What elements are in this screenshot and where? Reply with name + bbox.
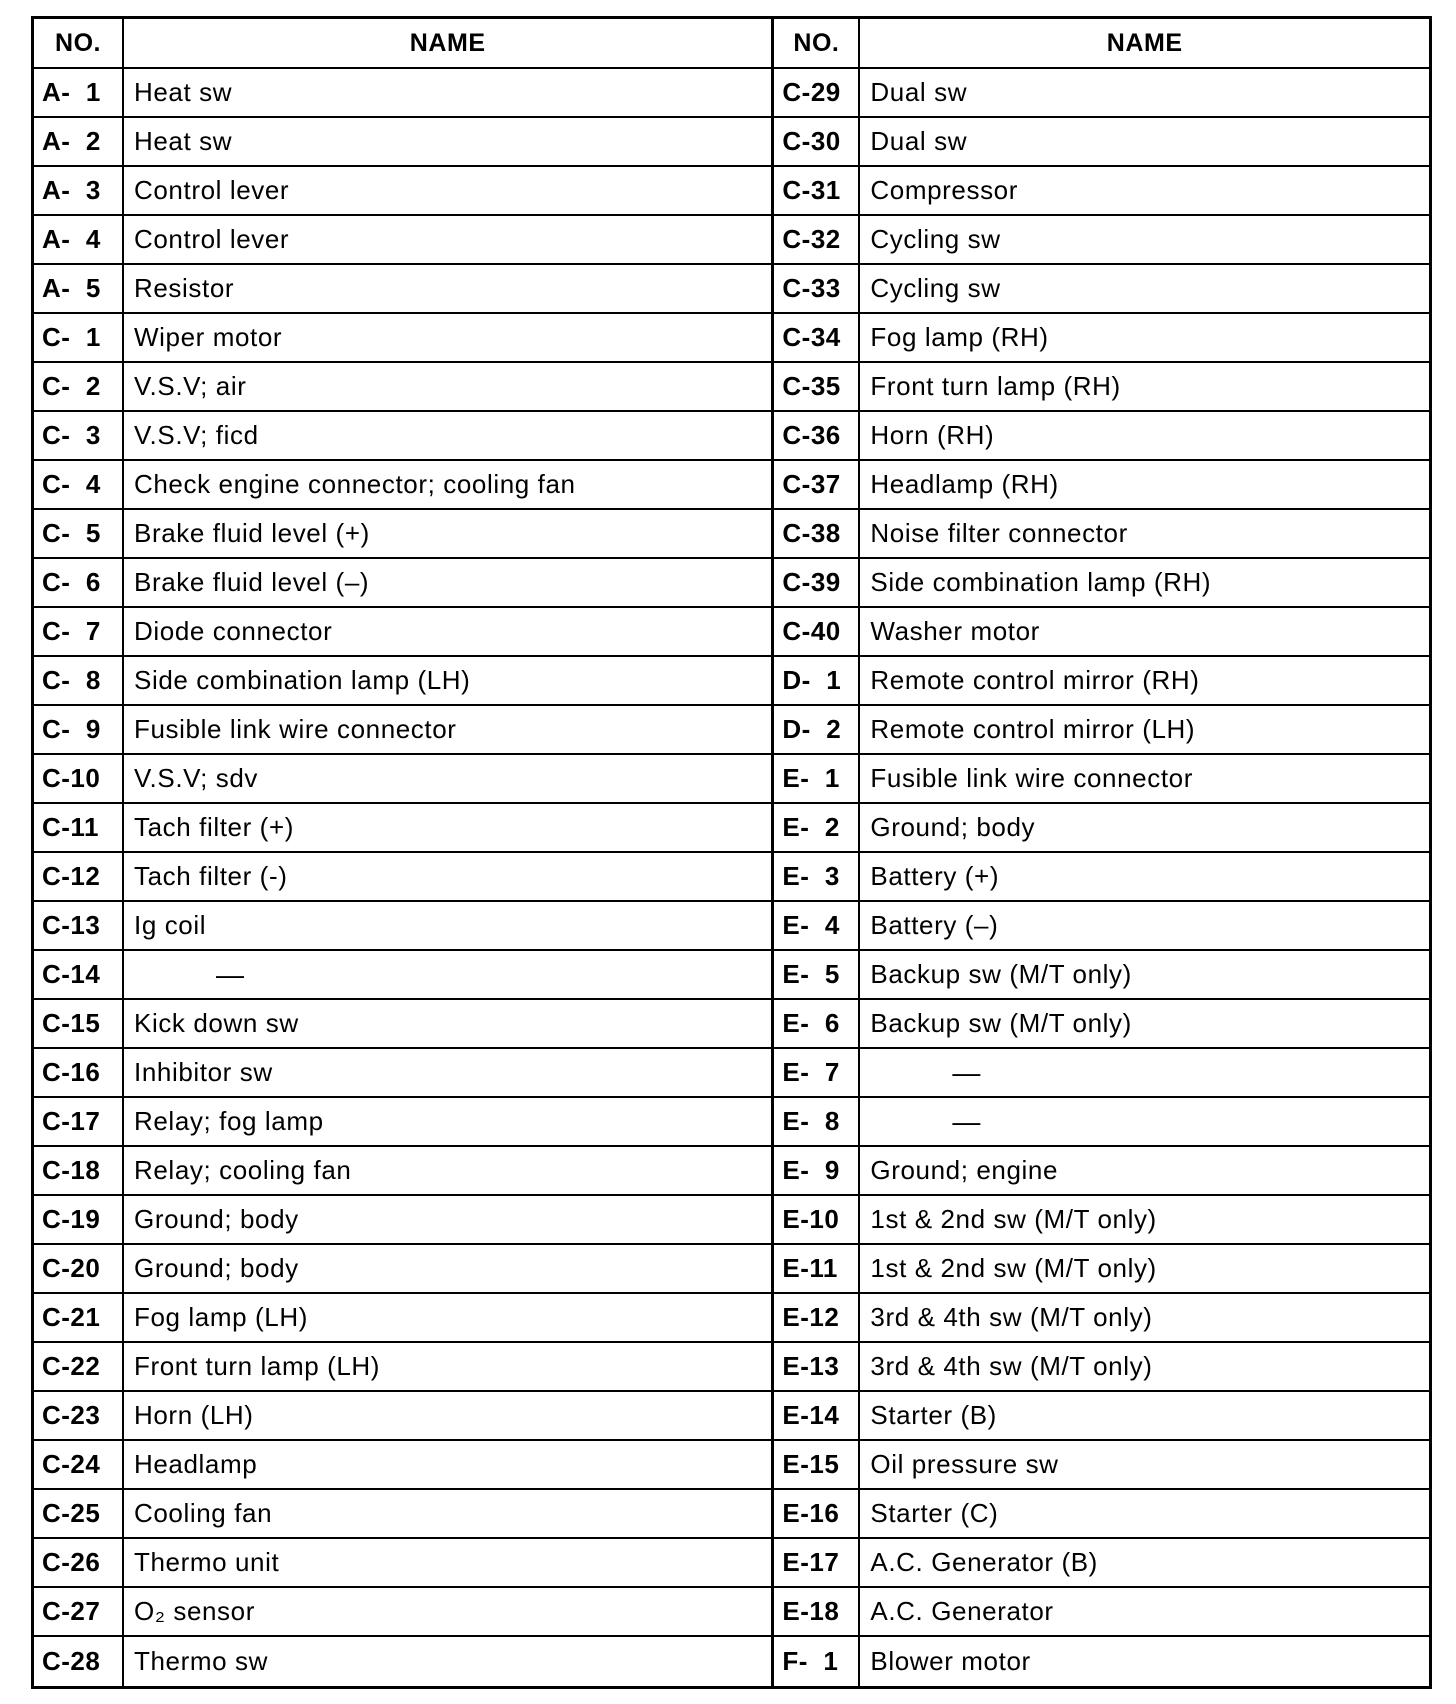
connector-name: Thermo sw <box>134 1646 268 1676</box>
connector-name: Remote control mirror (LH) <box>870 714 1196 744</box>
connector-name: Backup sw (M/T only) <box>870 1008 1132 1038</box>
connector-number: C-14 <box>34 951 124 998</box>
connector-name: Headlamp (RH) <box>870 469 1059 499</box>
connector-number: A- 5 <box>34 265 124 312</box>
table-row <box>34 804 771 853</box>
connector-name: Control lever <box>134 224 290 254</box>
table-row <box>774 412 1429 461</box>
connector-number: E-14 <box>774 1392 860 1439</box>
table-row <box>774 461 1429 510</box>
table-row <box>774 853 1429 902</box>
connector-name: Fusible link wire connector <box>870 763 1193 793</box>
connector-number: C- 1 <box>34 314 124 361</box>
table-row <box>34 1147 771 1196</box>
table-row <box>34 412 771 461</box>
connector-name: Ig coil <box>134 910 207 940</box>
table-row <box>774 1392 1429 1441</box>
connector-name: Kick down sw <box>134 1008 299 1038</box>
table-row <box>774 1588 1429 1637</box>
table-row <box>34 902 771 951</box>
connector-number: F- 1 <box>774 1637 860 1686</box>
connector-name: A.C. Generator (B) <box>870 1547 1098 1577</box>
table-row <box>774 1049 1429 1098</box>
connector-number: A- 3 <box>34 167 124 214</box>
table-row <box>34 1539 771 1588</box>
connector-name: — <box>216 958 245 990</box>
table-row <box>34 167 771 216</box>
connector-number: C-34 <box>774 314 860 361</box>
connector-table <box>31 16 1432 1689</box>
table-row <box>34 1245 771 1294</box>
connector-name: Heat sw <box>134 126 233 156</box>
header-name: NAME <box>409 28 486 57</box>
table-row <box>34 1196 771 1245</box>
connector-name: Thermo unit <box>134 1547 280 1577</box>
table-row <box>34 461 771 510</box>
connector-name: Cycling sw <box>870 273 1001 303</box>
header-no: NO. <box>34 19 124 67</box>
connector-name: Compressor <box>870 175 1018 205</box>
connector-number: E- 5 <box>774 951 860 998</box>
connector-number: E-16 <box>774 1490 860 1537</box>
connector-name: V.S.V; ficd <box>134 420 259 450</box>
connector-name: Tach filter (-) <box>134 861 288 891</box>
connector-name: Fog lamp (LH) <box>134 1302 308 1332</box>
table-row <box>34 265 771 314</box>
connector-name: Diode connector <box>134 616 333 646</box>
connector-name: Battery (–) <box>870 910 999 940</box>
table-row <box>774 755 1429 804</box>
connector-number: C-16 <box>34 1049 124 1096</box>
connector-name: Relay; cooling fan <box>134 1155 352 1185</box>
table-row <box>774 1098 1429 1147</box>
connector-name: 1st & 2nd sw (M/T only) <box>870 1253 1157 1283</box>
connector-name: Brake fluid level (+) <box>134 518 370 548</box>
connector-number: C-23 <box>34 1392 124 1439</box>
table-row <box>774 706 1429 755</box>
connector-name: Ground; engine <box>870 1155 1059 1185</box>
table-row <box>34 118 771 167</box>
connector-name: Inhibitor sw <box>134 1057 273 1087</box>
table-row <box>34 608 771 657</box>
table-row <box>774 951 1429 1000</box>
connector-name: Front turn lamp (LH) <box>134 1351 381 1381</box>
connector-number: E- 1 <box>774 755 860 802</box>
table-row <box>34 559 771 608</box>
connector-name: Ground; body <box>134 1204 299 1234</box>
connector-number: C-28 <box>34 1637 124 1686</box>
connector-number: C-13 <box>34 902 124 949</box>
connector-number: C- 6 <box>34 559 124 606</box>
connector-name: Remote control mirror (RH) <box>870 665 1200 695</box>
connector-number: C-27 <box>34 1588 124 1635</box>
connector-name: 3rd & 4th sw (M/T only) <box>870 1302 1153 1332</box>
connector-name: Relay; fog lamp <box>134 1106 324 1136</box>
connector-number: C-36 <box>774 412 860 459</box>
connector-name: Washer motor <box>870 616 1040 646</box>
table-row <box>34 1490 771 1539</box>
connector-number: E-11 <box>774 1245 860 1292</box>
table-row <box>774 657 1429 706</box>
connector-number: D- 1 <box>774 657 860 704</box>
table-row <box>34 853 771 902</box>
connector-name: 3rd & 4th sw (M/T only) <box>870 1351 1153 1381</box>
table-row <box>34 363 771 412</box>
connector-name: V.S.V; air <box>134 371 247 401</box>
connector-number: A- 1 <box>34 69 124 116</box>
connector-number: C-33 <box>774 265 860 312</box>
connector-name: Resistor <box>134 273 235 303</box>
connector-name: — <box>952 1056 982 1088</box>
connector-number: C-29 <box>774 69 860 116</box>
connector-number: C-35 <box>774 363 860 410</box>
connector-number: C- 7 <box>34 608 124 655</box>
table-row <box>774 69 1429 118</box>
header-name: NAME <box>1106 28 1183 57</box>
connector-name: Front turn lamp (RH) <box>870 371 1121 401</box>
connector-number: C-39 <box>774 559 860 606</box>
table-row <box>774 559 1429 608</box>
connector-name: Control lever <box>134 175 290 205</box>
table-row <box>774 1196 1429 1245</box>
connector-number: E-15 <box>774 1441 860 1488</box>
connector-name: Dual sw <box>870 126 968 156</box>
connector-name: — <box>952 1105 982 1137</box>
table-left-half <box>34 19 774 1686</box>
connector-number: C-25 <box>34 1490 124 1537</box>
table-row <box>34 1588 771 1637</box>
table-row <box>34 1294 771 1343</box>
connector-number: C-11 <box>34 804 124 851</box>
table-row <box>34 314 771 363</box>
connector-number: C-24 <box>34 1441 124 1488</box>
table-row <box>774 902 1429 951</box>
connector-name: Oil pressure sw <box>870 1449 1059 1479</box>
connector-name: Starter (B) <box>870 1400 997 1430</box>
table-row <box>34 1637 771 1686</box>
connector-number: E- 9 <box>774 1147 860 1194</box>
connector-number: E-17 <box>774 1539 860 1586</box>
connector-number: C-31 <box>774 167 860 214</box>
connector-number: E- 7 <box>774 1049 860 1096</box>
connector-name: Headlamp <box>134 1449 258 1479</box>
connector-number: C-32 <box>774 216 860 263</box>
connector-number: A- 4 <box>34 216 124 263</box>
connector-name: Ground; body <box>870 812 1036 842</box>
table-row <box>774 314 1429 363</box>
table-row <box>774 265 1429 314</box>
connector-number: C- 3 <box>34 412 124 459</box>
table-row <box>34 1098 771 1147</box>
connector-number: C-15 <box>34 1000 124 1047</box>
connector-name: O₂ sensor <box>134 1596 255 1626</box>
table-row <box>34 706 771 755</box>
connector-number: C-38 <box>774 510 860 557</box>
connector-number: C-12 <box>34 853 124 900</box>
connector-name: Check engine connector; cooling fan <box>134 469 576 499</box>
connector-number: C-18 <box>34 1147 124 1194</box>
connector-number: C-37 <box>774 461 860 508</box>
connector-number: C-19 <box>34 1196 124 1243</box>
table-row <box>774 1000 1429 1049</box>
connector-number: C-26 <box>34 1539 124 1586</box>
connector-number: C-10 <box>34 755 124 802</box>
connector-name: Starter (C) <box>870 1498 999 1528</box>
table-row <box>774 1294 1429 1343</box>
connector-name: Dual sw <box>870 77 968 107</box>
connector-number: C-21 <box>34 1294 124 1341</box>
connector-name: Battery (+) <box>870 861 1000 891</box>
connector-name: Blower motor <box>870 1646 1031 1676</box>
connector-number: A- 2 <box>34 118 124 165</box>
connector-name: Fusible link wire connector <box>134 714 457 744</box>
connector-number: C- 8 <box>34 657 124 704</box>
connector-number: C-20 <box>34 1245 124 1292</box>
table-row <box>34 1441 771 1490</box>
connector-name: 1st & 2nd sw (M/T only) <box>870 1204 1157 1234</box>
connector-number: C-22 <box>34 1343 124 1390</box>
connector-number: E- 8 <box>774 1098 860 1145</box>
connector-number: E-10 <box>774 1196 860 1243</box>
connector-number: E-18 <box>774 1588 860 1635</box>
connector-number: C- 2 <box>34 363 124 410</box>
table-row <box>34 216 771 265</box>
connector-number: C-30 <box>774 118 860 165</box>
table-row <box>774 167 1429 216</box>
connector-name: V.S.V; sdv <box>134 763 259 793</box>
connector-name: Noise filter connector <box>870 518 1128 548</box>
table-row <box>774 1147 1429 1196</box>
table-row <box>774 1637 1429 1686</box>
connector-name: Brake fluid level (–) <box>134 567 370 597</box>
table-right-half <box>774 19 1429 1686</box>
table-row <box>774 363 1429 412</box>
connector-number: C-40 <box>774 608 860 655</box>
table-row <box>34 1000 771 1049</box>
table-row <box>774 608 1429 657</box>
table-row <box>774 804 1429 853</box>
connector-name: Fog lamp (RH) <box>870 322 1049 352</box>
connector-number: C- 5 <box>34 510 124 557</box>
table-row <box>34 1049 771 1098</box>
connector-number: C- 4 <box>34 461 124 508</box>
connector-name: Horn (RH) <box>870 420 995 450</box>
table-header-row <box>34 19 771 69</box>
connector-name: Side combination lamp (LH) <box>134 665 471 695</box>
connector-number: E- 2 <box>774 804 860 851</box>
header-no: NO. <box>774 19 860 67</box>
table-row <box>774 1539 1429 1588</box>
connector-name: Cooling fan <box>134 1498 273 1528</box>
table-row <box>34 69 771 118</box>
table-row <box>774 118 1429 167</box>
table-row <box>34 1343 771 1392</box>
connector-number: C-17 <box>34 1098 124 1145</box>
table-row <box>34 951 771 1000</box>
table-row <box>34 510 771 559</box>
connector-number: E-12 <box>774 1294 860 1341</box>
table-row <box>774 1343 1429 1392</box>
connector-number: C- 9 <box>34 706 124 753</box>
connector-name: Ground; body <box>134 1253 299 1283</box>
connector-name: Side combination lamp (RH) <box>870 567 1212 597</box>
connector-number: E- 6 <box>774 1000 860 1047</box>
table-row <box>34 1392 771 1441</box>
connector-name: Wiper motor <box>134 322 283 352</box>
table-header-row <box>774 19 1429 69</box>
connector-number: E- 3 <box>774 853 860 900</box>
connector-number: E-13 <box>774 1343 860 1390</box>
connector-name: A.C. Generator <box>870 1596 1054 1626</box>
table-row <box>774 216 1429 265</box>
table-row <box>774 1441 1429 1490</box>
connector-name: Horn (LH) <box>134 1400 254 1430</box>
connector-number: D- 2 <box>774 706 860 753</box>
connector-name: Heat sw <box>134 77 233 107</box>
connector-name: Backup sw (M/T only) <box>870 959 1132 989</box>
connector-name: Tach filter (+) <box>134 812 294 842</box>
connector-number: E- 4 <box>774 902 860 949</box>
table-row <box>774 1490 1429 1539</box>
table-row <box>774 1245 1429 1294</box>
table-row <box>34 755 771 804</box>
table-row <box>34 657 771 706</box>
table-row <box>774 510 1429 559</box>
connector-name: Cycling sw <box>870 224 1001 254</box>
